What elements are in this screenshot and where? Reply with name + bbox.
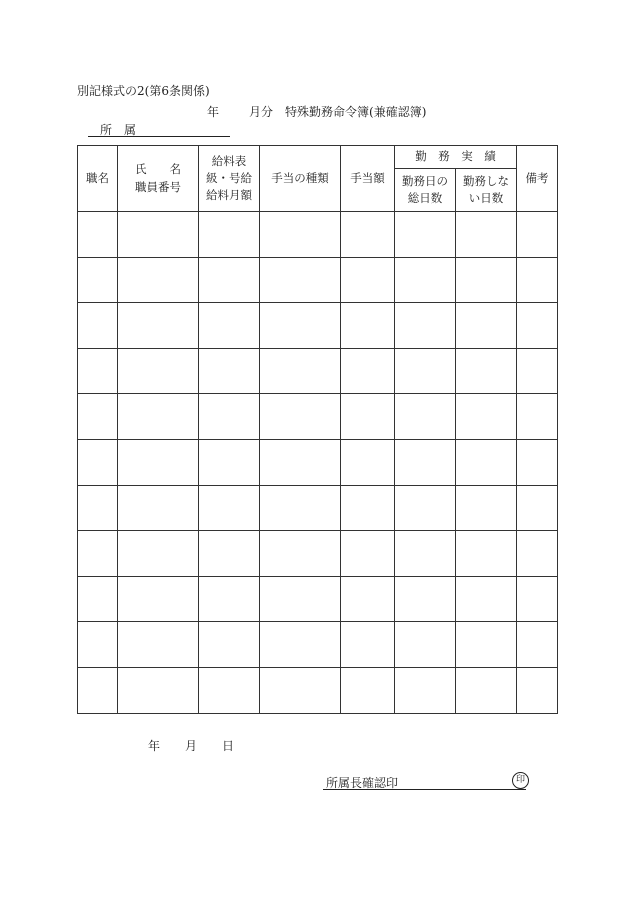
cell-allowance-type[interactable] xyxy=(260,485,341,531)
cell-name[interactable] xyxy=(118,667,199,713)
cell-salary[interactable] xyxy=(199,576,260,622)
cell-name[interactable] xyxy=(118,394,199,440)
cell-name[interactable] xyxy=(118,622,199,668)
table-row xyxy=(78,622,558,668)
cell-absent-days[interactable] xyxy=(456,303,517,349)
header-total-days-line1: 勤務日の xyxy=(402,173,448,188)
cell-remarks[interactable] xyxy=(517,303,558,349)
affiliation-field-line[interactable] xyxy=(88,136,230,137)
table-row xyxy=(78,212,558,258)
header-total-work-days xyxy=(395,169,456,212)
date-day: 日 xyxy=(222,739,235,753)
cell-remarks[interactable] xyxy=(517,439,558,485)
header-work-results: 勤 務 実 績 xyxy=(395,146,517,169)
cell-salary[interactable] xyxy=(199,485,260,531)
cell-remarks[interactable] xyxy=(517,667,558,713)
cell-allowance-type[interactable] xyxy=(260,303,341,349)
cell-position[interactable] xyxy=(78,667,118,713)
table-row xyxy=(78,394,558,440)
header-name xyxy=(118,146,199,212)
cell-absent-days[interactable] xyxy=(456,439,517,485)
cell-position[interactable] xyxy=(78,394,118,440)
date-year: 年 xyxy=(148,739,161,753)
approval-label: 所属長確認印 xyxy=(326,776,399,790)
header-non-work-days xyxy=(456,169,517,212)
cell-total-days[interactable] xyxy=(395,348,456,394)
table-row xyxy=(78,576,558,622)
header-total-days-line2: 総日数 xyxy=(407,191,443,205)
cell-name[interactable] xyxy=(118,439,199,485)
cell-allowance-amount[interactable] xyxy=(341,667,395,713)
header-salary xyxy=(199,146,260,212)
cell-position[interactable] xyxy=(78,576,118,622)
header-allowance-type: 手当の種類 xyxy=(260,146,341,212)
approval-signature-line[interactable] xyxy=(323,789,526,790)
cell-allowance-amount[interactable] xyxy=(341,257,395,303)
cell-name[interactable] xyxy=(118,212,199,258)
cell-remarks[interactable] xyxy=(517,576,558,622)
cell-absent-days[interactable] xyxy=(456,485,517,531)
cell-position[interactable] xyxy=(78,439,118,485)
header-absent-days-line2: い日数 xyxy=(468,191,504,205)
form-title xyxy=(207,103,426,120)
cell-absent-days[interactable] xyxy=(456,257,517,303)
table-row xyxy=(78,439,558,485)
cell-absent-days[interactable] xyxy=(456,622,517,668)
header-name-line2: 職員番号 xyxy=(135,179,181,194)
cell-salary[interactable] xyxy=(199,531,260,577)
cell-remarks[interactable] xyxy=(517,348,558,394)
cell-absent-days[interactable] xyxy=(456,576,517,622)
cell-allowance-type[interactable] xyxy=(260,257,341,303)
title-month: 月分 xyxy=(249,105,274,119)
cell-absent-days[interactable] xyxy=(456,394,517,440)
cell-allowance-type[interactable] xyxy=(260,394,341,440)
cell-salary[interactable] xyxy=(199,394,260,440)
cell-allowance-type[interactable] xyxy=(260,531,341,577)
cell-allowance-type[interactable] xyxy=(260,576,341,622)
table-row xyxy=(78,303,558,349)
cell-position[interactable] xyxy=(78,622,118,668)
cell-remarks[interactable] xyxy=(517,485,558,531)
cell-total-days[interactable] xyxy=(395,439,456,485)
cell-allowance-type[interactable] xyxy=(260,622,341,668)
cell-total-days[interactable] xyxy=(395,257,456,303)
header-remarks: 備考 xyxy=(517,146,558,212)
cell-total-days[interactable] xyxy=(395,394,456,440)
cell-name[interactable] xyxy=(118,257,199,303)
affiliation-label: 所 属 xyxy=(100,123,137,137)
header-absent-days-line1: 勤務しな xyxy=(463,173,509,188)
table-row xyxy=(78,348,558,394)
cell-absent-days[interactable] xyxy=(456,348,517,394)
cell-allowance-amount[interactable] xyxy=(341,212,395,258)
cell-allowance-amount[interactable] xyxy=(341,348,395,394)
cell-position[interactable] xyxy=(78,257,118,303)
cell-salary[interactable] xyxy=(199,622,260,668)
cell-position[interactable] xyxy=(78,212,118,258)
cell-total-days[interactable] xyxy=(395,622,456,668)
table-row xyxy=(78,667,558,713)
cell-allowance-amount[interactable] xyxy=(341,394,395,440)
cell-position[interactable] xyxy=(78,348,118,394)
cell-allowance-amount[interactable] xyxy=(341,622,395,668)
cell-allowance-type[interactable] xyxy=(260,348,341,394)
table-row xyxy=(78,531,558,577)
date-month: 月 xyxy=(185,739,198,753)
cell-total-days[interactable] xyxy=(395,667,456,713)
cell-position[interactable] xyxy=(78,303,118,349)
form-reference: 別記様式の2(第6条関係) xyxy=(77,84,210,98)
cell-absent-days[interactable] xyxy=(456,667,517,713)
cell-allowance-type[interactable] xyxy=(260,212,341,258)
title-year: 年 xyxy=(207,105,220,119)
cell-allowance-type[interactable] xyxy=(260,667,341,713)
cell-salary[interactable] xyxy=(199,303,260,349)
cell-position[interactable] xyxy=(78,531,118,577)
header-name-line1: 氏 名 xyxy=(135,162,181,177)
cell-allowance-amount[interactable] xyxy=(341,439,395,485)
cell-remarks[interactable] xyxy=(517,622,558,668)
allowance-ledger-table xyxy=(77,145,558,714)
cell-total-days[interactable] xyxy=(395,485,456,531)
date-line xyxy=(148,737,234,754)
cell-total-days[interactable] xyxy=(395,303,456,349)
header-salary-line2: 級・号給 xyxy=(206,170,252,185)
header-allowance-amount: 手当額 xyxy=(341,146,395,212)
cell-allowance-amount[interactable] xyxy=(341,303,395,349)
table-row xyxy=(78,485,558,531)
cell-remarks[interactable] xyxy=(517,212,558,258)
cell-salary[interactable] xyxy=(199,212,260,258)
cell-position[interactable] xyxy=(78,485,118,531)
header-salary-line3: 給料月額 xyxy=(206,188,252,203)
cell-absent-days[interactable] xyxy=(456,212,517,258)
header-salary-line1: 給料表 xyxy=(211,153,247,168)
cell-total-days[interactable] xyxy=(395,576,456,622)
cell-allowance-amount[interactable] xyxy=(341,485,395,531)
cell-name[interactable] xyxy=(118,531,199,577)
ledger-body xyxy=(78,212,558,714)
cell-absent-days[interactable] xyxy=(456,531,517,577)
cell-name[interactable] xyxy=(118,303,199,349)
cell-remarks[interactable] xyxy=(517,257,558,303)
cell-remarks[interactable] xyxy=(517,531,558,577)
cell-remarks[interactable] xyxy=(517,394,558,440)
cell-total-days[interactable] xyxy=(395,212,456,258)
cell-name[interactable] xyxy=(118,576,199,622)
table-row xyxy=(78,257,558,303)
seal-icon: 印 xyxy=(512,772,529,789)
cell-allowance-type[interactable] xyxy=(260,439,341,485)
header-position: 職名 xyxy=(78,146,118,212)
cell-allowance-amount[interactable] xyxy=(341,531,395,577)
cell-name[interactable] xyxy=(118,485,199,531)
cell-salary[interactable] xyxy=(199,348,260,394)
cell-salary[interactable] xyxy=(199,439,260,485)
cell-allowance-amount[interactable] xyxy=(341,576,395,622)
title-main: 特殊勤務命令簿(兼確認簿) xyxy=(285,105,427,119)
cell-salary[interactable] xyxy=(199,257,260,303)
cell-total-days[interactable] xyxy=(395,531,456,577)
cell-name[interactable] xyxy=(118,348,199,394)
cell-salary[interactable] xyxy=(199,667,260,713)
